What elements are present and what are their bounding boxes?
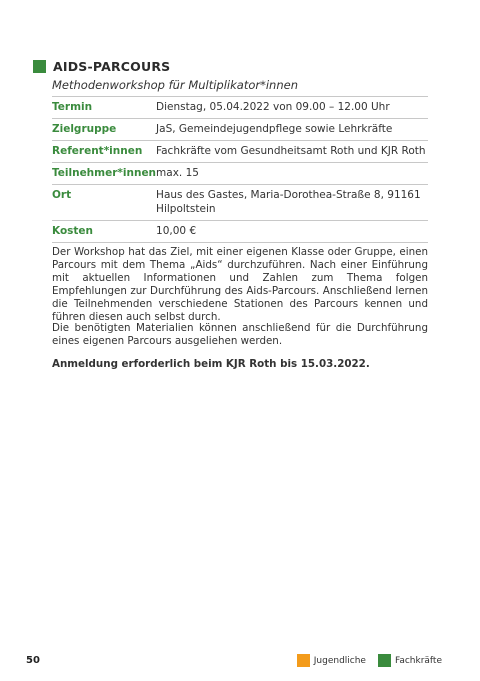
table-row (52, 163, 428, 185)
row-value: Fachkräfte vom Gesundheitsamt Roth und KJR Roth (156, 141, 428, 163)
table-row (52, 97, 428, 119)
page-title: AIDS-PARCOURS (53, 59, 171, 74)
row-key: Referent*innen (52, 141, 156, 163)
legend-label: Fachkräfte (394, 655, 442, 666)
row-key: Teilnehmer*innen (52, 163, 156, 185)
row-key: Termin (52, 97, 156, 119)
row-key: Zielgruppe (52, 119, 156, 141)
row-key: Ort (52, 185, 156, 221)
legend-item-jugendliche (297, 654, 366, 667)
legend-item-fachkraefte (378, 654, 442, 667)
table-row (52, 141, 428, 163)
table-row (52, 185, 428, 221)
legend-label: Jugendliche (313, 655, 366, 666)
green-square-icon (33, 60, 46, 73)
row-value: Haus des Gastes, Maria-Dorothea-Straße 8, 91161 Hilpoltstein (156, 185, 428, 221)
green-square-icon (378, 654, 391, 667)
row-value: Dienstag, 05.04.2022 von 09.00 – 12.00 Uhr (156, 97, 428, 119)
subtitle: Methodenworkshop für Multiplikator*innen (52, 78, 298, 92)
table-row (52, 119, 428, 141)
legend (285, 654, 442, 667)
row-value: max. 15 (156, 163, 428, 185)
orange-square-icon (297, 654, 310, 667)
materials-paragraph: Die benötigten Materialien können anschließend für die Durchführung eines eigenen Parcours ausgeliehen werden. (52, 322, 428, 347)
row-value: 10,00 € (156, 221, 428, 243)
section-header (33, 59, 170, 74)
page-footer (0, 652, 480, 672)
page-number: 50 (26, 655, 40, 666)
description-paragraph: Der Workshop hat das Ziel, mit einer eigenen Klasse oder Gruppe, einen Parcours mit dem Thema „Aids“ durchzuführen. Nach einer Einführung mit aktuellen Informationen und Zahlen zum Thema folgen Empfehlungen zur Durchführung des Aids-Parcours. Anschließend lernen die Teilnehmenden verschiedene Stationen des Parcours kennen und führen diesen auch selbst durch. (52, 246, 428, 323)
table-row (52, 221, 428, 243)
info-table (52, 96, 428, 243)
registration-note: Anmeldung erforderlich beim KJR Roth bis 15.03.2022. (52, 358, 370, 370)
row-value: JaS, Gemeindejugendpflege sowie Lehrkräfte (156, 119, 428, 141)
row-key: Kosten (52, 221, 156, 243)
